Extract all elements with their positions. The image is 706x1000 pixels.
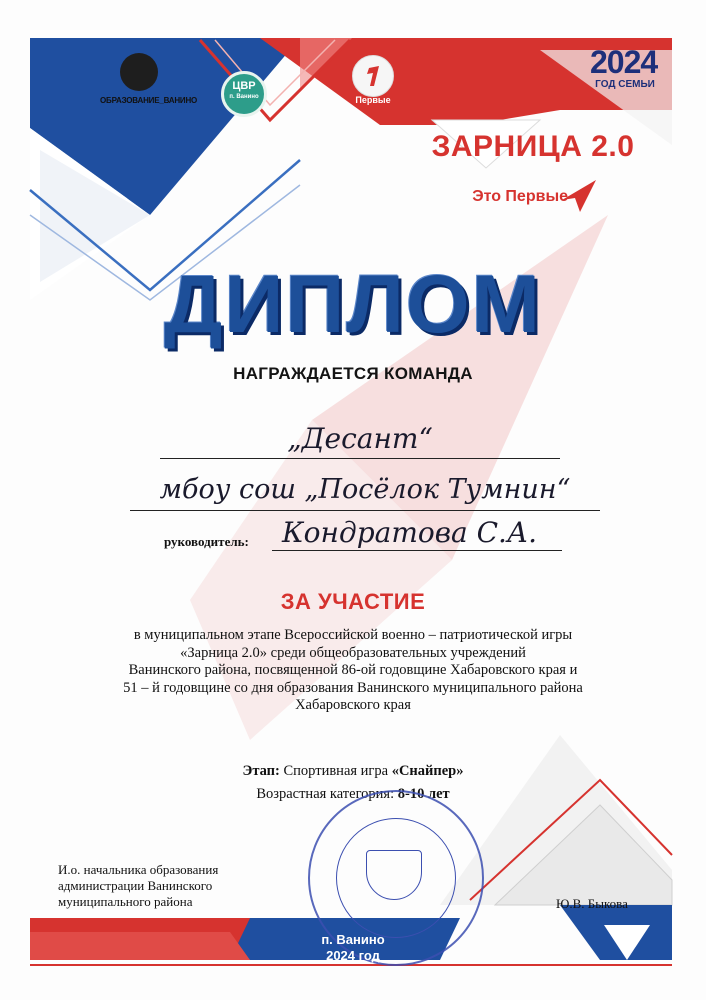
- award-reason: ЗА УЧАСТИЕ: [280, 589, 426, 614]
- stage-name: «Снайпер»: [391, 763, 464, 779]
- education-logo-icon: [120, 53, 158, 91]
- signatory-position: [58, 862, 268, 910]
- stage-line: [0, 763, 706, 780]
- footer-place-date: [253, 932, 453, 964]
- pervye-logo-label: Первые: [355, 95, 391, 105]
- year-of-family-logo: 2024: [590, 44, 658, 80]
- team-name: „Десант“: [287, 422, 433, 455]
- age-value: 8-10 лет: [397, 786, 450, 802]
- position-line: И.о. начальника образования: [58, 862, 219, 877]
- footer-year: 2024 год: [326, 948, 380, 963]
- signatory-name: Ю.В. Быкова: [556, 896, 628, 911]
- cvr-logo-title: ЦВР: [232, 80, 256, 92]
- description-line: Хабаровского края: [295, 697, 411, 713]
- description-line: «Зарница 2.0» среди общеобразовательных учреждений: [180, 644, 526, 661]
- event-slogan: Это Первые: [472, 188, 568, 205]
- stage-label: Этап:: [242, 763, 280, 779]
- year-of-family-caption: ГОД СЕМЬИ: [595, 79, 655, 90]
- age-label: Возрастная категория:: [256, 786, 398, 802]
- award-description: [50, 627, 656, 715]
- school-name: мбоу сош „Посёлок Тумнин“: [159, 474, 571, 505]
- stage-value: Спортивная игра: [279, 763, 392, 779]
- cvr-logo-subtitle: п. Ванино: [229, 94, 259, 100]
- diploma-heading: ДИПЛОМ: [164, 259, 542, 350]
- position-line: администрации Ванинского: [58, 878, 213, 893]
- description-line: в муниципальном этапе Всероссийской военно – патриотической игры: [133, 627, 573, 643]
- awarded-caption: НАГРАЖДАЕТСЯ КОМАНДА: [233, 364, 473, 383]
- description-line: 51 – й годовщине со дня образования Ванинского муниципального района: [123, 679, 583, 696]
- education-logo-label: ОБРАЗОВАНИЕ_ВАНИНО: [100, 96, 198, 105]
- pervye-logo-icon: [352, 55, 394, 97]
- school-underline: [130, 510, 600, 511]
- footer-city: п. Ванино: [321, 932, 385, 947]
- event-title: ЗАРНИЦА 2.0: [431, 130, 635, 163]
- leader-underline: [272, 550, 562, 551]
- leader-label: руководитель:: [164, 534, 249, 549]
- leader-name: Кондратова С.А.: [282, 516, 538, 549]
- description-line: Ванинского района, посвященной 86-ой годовщине Хабаровского края и: [128, 662, 578, 678]
- team-underline: [160, 458, 560, 459]
- position-line: муниципального района: [58, 894, 193, 909]
